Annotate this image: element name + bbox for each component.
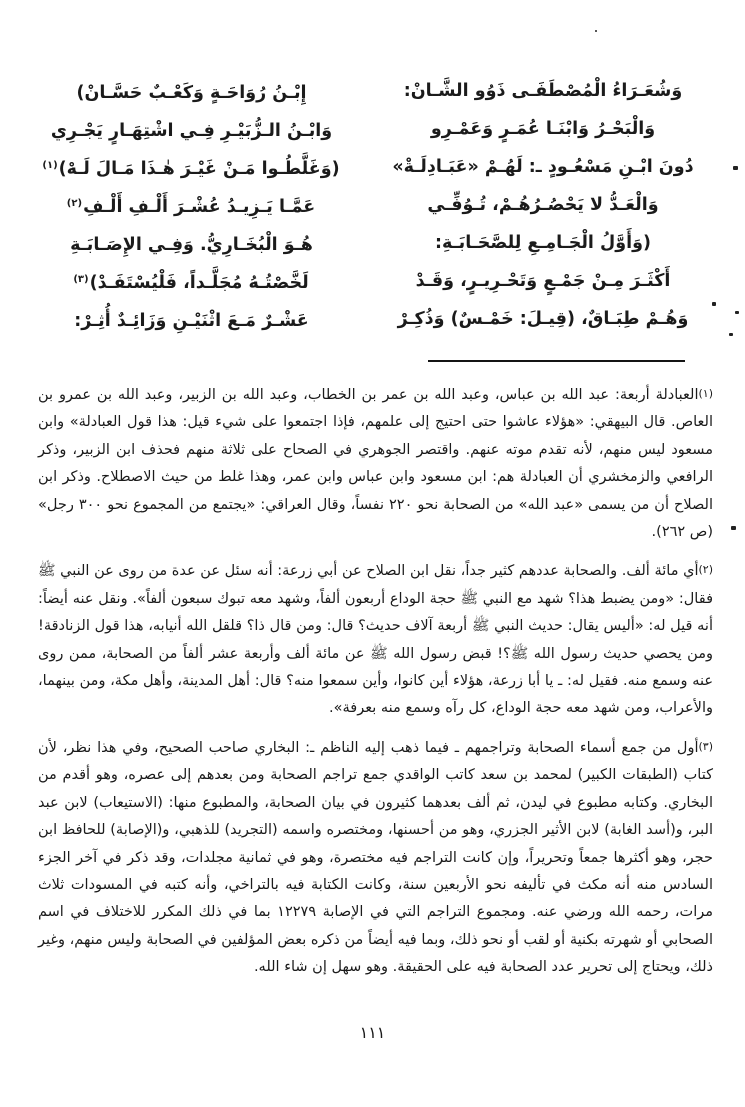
verse-row <box>38 186 713 224</box>
verse-sadr: (وَأَوَّلُ الْجَـامِـعِ لِلصَّحَـابَـةِ: <box>435 233 651 253</box>
footnote-2-text: أي مائة ألف. والصحابة عددهم كثير جداً، نقل ابن الصلاح عن أبي زرعة: أنه سئل عن عدة من روى عن النبي ﷺ فقال: «ومن يضبط هذا؟ شهد مع النبي ﷺ حجة الوداع أربعون ألفاً، وشهد معه تبوك سبعون ألفاً». ونقل عنه أيضاً: أنه قيل له: «أليس يقال: حديث النبي ﷺ أربعة آلاف حديث؟ قال: ومن قال ذا؟ قلقل الله أنيابه، هذا قول الزنادقة! ومن يحصي حديث رسول الله ﷺ؟! قبض رسول الله ﷺ عن مائة ألف وأربعة عشر ألفاً من الصحابة، ممن روى عنه وسمع منه. فقيل له: ـ يا أبا زرعة، هؤلاء أين كانوا، وأين سمعوا منه؟ قال: أهل المدينة، وأهل مكة، ومن بينهما، والأعراب، ومن شهد معه حجة الوداع، كل رآه وسمع منه بعرفة». <box>38 563 713 717</box>
footnote-ref: (٢) <box>66 197 83 209</box>
footnote-1-text: العبادلة أربعة: عبد الله بن عباس، وعبد الله بن عمر بن الخطاب، وعبد الله بن الزبير، وعبد الله بن عمرو بن العاص. قال البيهقي: «هؤلاء عاشوا حتى احتيج إلى علمهم، فإذا اجتمعوا على شيء قيل: هذا قول العبادلة» وابن مسعود ليس منهم، لأنه تقدم موته عنهم. واقتصر الجوهري في الصحاح على ثلاثة منهم فحذف ابن الزبير، وذكر الرافعي والزمخشري أن العبادلة هم: ابن مسعود وابن عباس وابن عمر، وهذا غلط من حيث الاصطلاح. وذكر ابن الصلاح أن من يسمى «عبد الله» من الصحابة نحو ٢٢٠ نفساً، وقال العراقي: «يجتمع من المجموع نحو ٣٠٠ رجل» (ص ٢٦٢). <box>38 387 714 541</box>
footnotes-section <box>38 380 713 982</box>
footnote-3-marker: (٣) <box>698 739 713 753</box>
footnote-1 <box>38 380 713 546</box>
verse-sadr: وَالْبَحْـرُ وَابْنَـا عُمَـرٍ وَعَمْـرِو <box>430 119 656 139</box>
footnote-ref: (٣) <box>73 273 89 285</box>
verse-ajuz <box>38 185 344 226</box>
verse-ajuz <box>38 299 344 340</box>
verse-sadr: أَكْثَـرَ مِـنْ جَمْـعٍ وَتَحْـرِيـرٍ، وَقَـدْ <box>415 271 671 291</box>
verse-row <box>38 224 713 262</box>
verse-row <box>38 300 713 338</box>
verse-row <box>38 72 713 110</box>
verse-ajuz-text: عَمَّـا يَـزِيـدُ عُشْـرَ أَلْـفِ أَلْـفِ <box>83 196 316 217</box>
verse-ajuz-text: إِبْـنُ رُوَاحَـةٍ وَكَعْـبٌ حَسَّـانْ) <box>76 82 307 103</box>
footnote-3-text: أول من جمع أسماء الصحابة وتراجمهم ـ فيما ذهب إليه الناظم ـ: البخاري صاحب الصحيح، وفي هذا نظر، لأن كتاب (الطبقات الكبير) لمحمد بن سعد كاتب الواقدي جمع تراجم الصحابة ومن بعدهم إلى عصره، وهو أقدم من البخاري. وكتابه مطبوع في ليدن، ثم ألف بعدهما كثيرون في بيان الصحابة، والمطبوع منها: (الاستيعاب) لابن عبد البر، و(أسد الغابة) لابن الأثير الجزري، وهو من أحسنها، ومختصره واسمه (التجريد) للذهبي، و(الإصابة) للحافظ ابن حجر، وهو أكثرها جمعاً وتحريراً، وإن كانت التراجم فيه مختصرة، وهو في ثمانية مجلدات، وقد ذكر في آخر الجزء السادس منه أنه مكث في تأليفه نحو الأربعين سنة، وكانت الكتابة فيه بالتراخي، وأنه كتبه في المسودات ثلاث مرات، رحمه الله ورضي عنه. ومجموع التراجم التي في الإصابة ١٢٢٧٩ بما في ذلك المكرر للاختلاف في اسم الصحابي أو شهرته بكنية أو لقب أو نحو ذلك، وبما فيه أيضاً من ذكره بعض المؤلفين في الصحابة وليس منهم، وغير ذلك، ويحتاج إلى تحرير عدد الصحابة فيه على الحقيقة. وهو سهل إن شاء الله. <box>38 739 713 976</box>
page-number: ١١١ <box>359 1023 386 1042</box>
footnote-3 <box>38 733 713 982</box>
verse-ajuz-text: هُـوَ الْبُخَـارِيُّ. وَفِـي الإِصَـابَـةِ <box>70 234 313 255</box>
verse-ajuz-text: وَابْـنُ الـزُّبَيْـرِ فِـي اشْتِهَـارٍ يَجْـرِي <box>50 120 333 141</box>
scan-speck <box>731 526 736 530</box>
scan-speck <box>735 311 739 314</box>
footnote-2-marker: (٢) <box>698 563 713 577</box>
scan-speck <box>729 333 733 336</box>
verse-ajuz-text: لَخَّصْتُـهُ مُجَلَّـداً، فَلْيُسْتَفَـدْ) <box>89 272 309 293</box>
verse-row <box>38 148 713 186</box>
verse-ajuz-text: (وَغَلَّطُـوا مَـنْ غَيْـرَ هٰـذَا مَـالَ لَـهْ) <box>58 158 340 179</box>
verse-ajuz <box>38 147 344 188</box>
footnote-2 <box>38 556 713 722</box>
verse-sadr: وَالْعَـدُّ لا يَحْصُـرُهُـمْ، تُـوُفِّـي <box>427 195 659 215</box>
footnote-separator-rule <box>428 360 685 362</box>
verse-ajuz <box>38 71 344 112</box>
footnote-1-marker: (١) <box>698 387 713 400</box>
verse-row <box>38 110 713 148</box>
verse-sadr: وَشُعَـرَاءُ الْمُصْطَفَـى ذَوُو الشَّـانْ: <box>403 81 683 101</box>
scan-speck <box>733 166 738 170</box>
poem-section <box>38 72 713 338</box>
verse-ajuz <box>38 109 344 150</box>
scan-speck <box>712 302 716 306</box>
verse-ajuz <box>38 261 344 302</box>
verse-ajuz <box>38 223 344 264</box>
verse-sadr: دُونَ ابْـنِ مَسْعُـودٍ ـ: لَهُـمْ «عَبَـادِلَـةْ» <box>392 157 694 177</box>
verse-sadr: وَهُـمْ طِبَـاقٌ، (قِيـلَ: خَمْـسٌ) وَذُكِـرْ <box>397 309 689 329</box>
verse-row <box>38 262 713 300</box>
footnote-ref: (١) <box>42 159 58 171</box>
scan-speck <box>595 30 597 32</box>
verse-ajuz-text: عَشْـرٌ مَـعَ اثْنَيْـنِ وَزَائِـدٌ أُثِـرْ: <box>74 310 309 331</box>
